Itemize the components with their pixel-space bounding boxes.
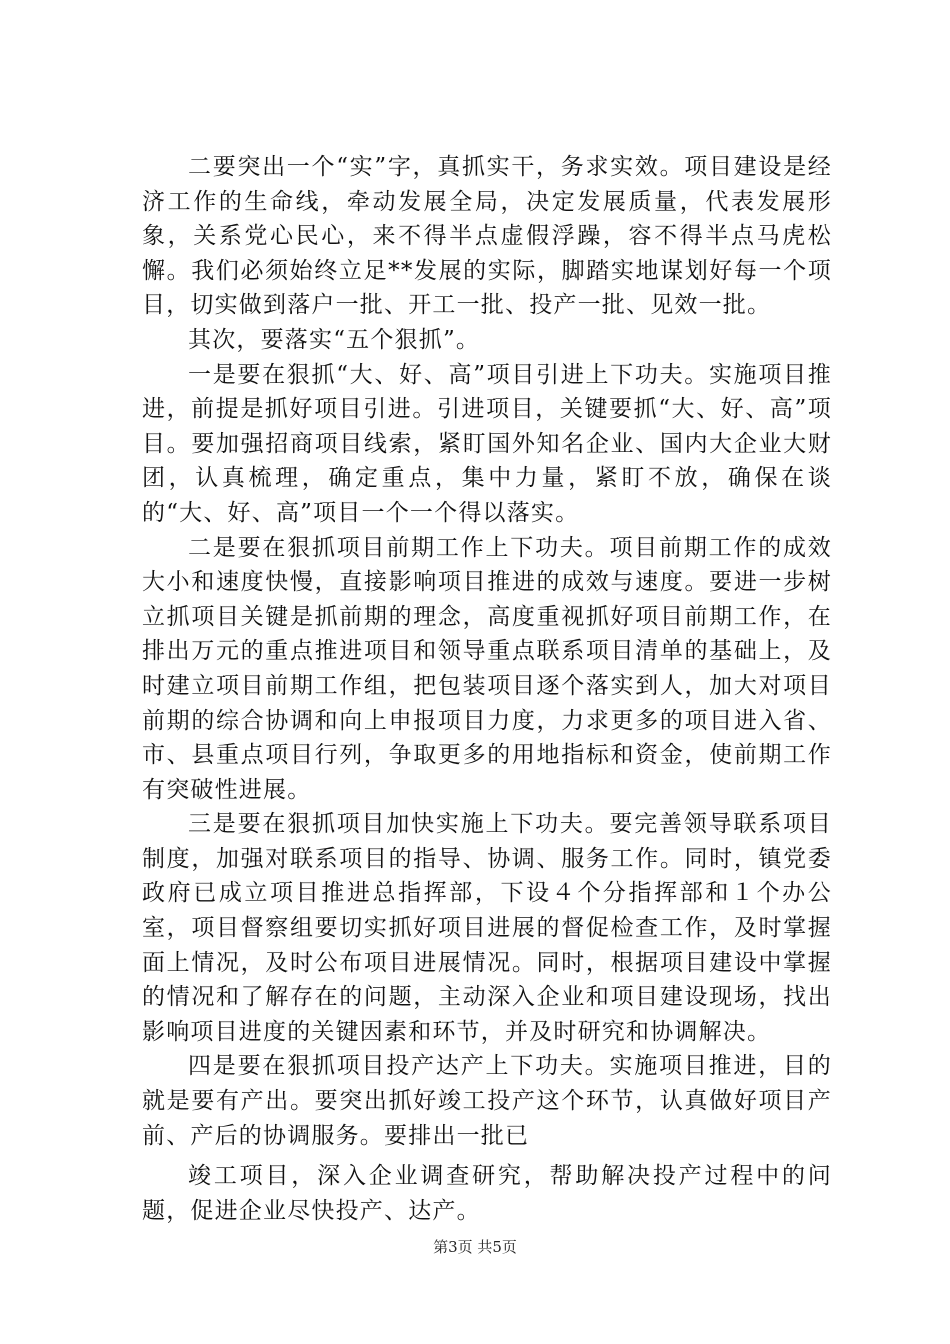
paragraph-2: 其次，要落实“五个狠抓”。 bbox=[188, 326, 481, 353]
paragraph-6: 四是要在狠抓项目投产达产上下功夫。实施项目推进，目的就是要有产出。要突出抓好竣工投产这个环节，认真做好项目产前、产后的协调服务。要排出一批已 bbox=[142, 1053, 832, 1149]
paragraph-7: 竣工项目，深入企业调查研究，帮助解决投产过程中的问题，促进企业尽快投产、达产。 bbox=[142, 1163, 832, 1224]
document-body bbox=[142, 150, 832, 1228]
paragraph-3: 一是要在狠抓“大、好、高”项目引进上下功夫。实施项目推进，前提是抓好项目引进。引进项目，关键要抓“大、好、高”项目。要加强招商项目线索，紧盯国外知名企业、国内大企业大财团，认真梳理，确定重点，集中力量，紧盯不放，确保在谈的“大、好、高”项目一个一个得以落实。 bbox=[142, 361, 832, 526]
paragraph-4: 二是要在狠抓项目前期工作上下功夫。项目前期工作的成效大小和速度快慢，直接影响项目推进的成效与速度。要进一步树立抓项目关键是抓前期的理念，高度重视抓好项目前期工作，在排出万元的重点推进项目和领导重点联系项目清单的基础上，及时建立项目前期工作组，把包装项目逐个落实到人，加大对项目前期的综合协调和向上申报项目力度，力求更多的项目进入省、市、县重点项目行列，争取更多的用地指标和资金，使前期工作有突破性进展。 bbox=[142, 534, 832, 803]
paragraph-1: 二要突出一个“实”字，真抓实干，务求实效。项目建设是经济工作的生命线，牵动发展全局，决定发展质量，代表发展形象，关系党心民心，来不得半点虚假浮躁，容不得半点马虎松懈。我们必须始终立足**发展的实际，脚踏实地谋划好每一个项目，切实做到落户一批、开工一批、投产一批、见效一批。 bbox=[142, 154, 832, 319]
paragraph-5: 三是要在狠抓项目加快实施上下功夫。要完善领导联系项目制度，加强对联系项目的指导、协调、服务工作。同时，镇党委政府已成立项目推进总指挥部，下设４个分指挥部和１个办公室，项目督察组要切实抓好项目进展的督促检查工作，及时掌握面上情况，及时公布项目进展情况。同时，根据项目建设中掌握的情况和了解存在的问题，主动深入企业和项目建设现场，找出影响项目进度的关键因素和环节，并及时研究和协调解决。 bbox=[142, 811, 832, 1045]
page-number-footer: 第3页 共5页 bbox=[433, 1238, 517, 1256]
